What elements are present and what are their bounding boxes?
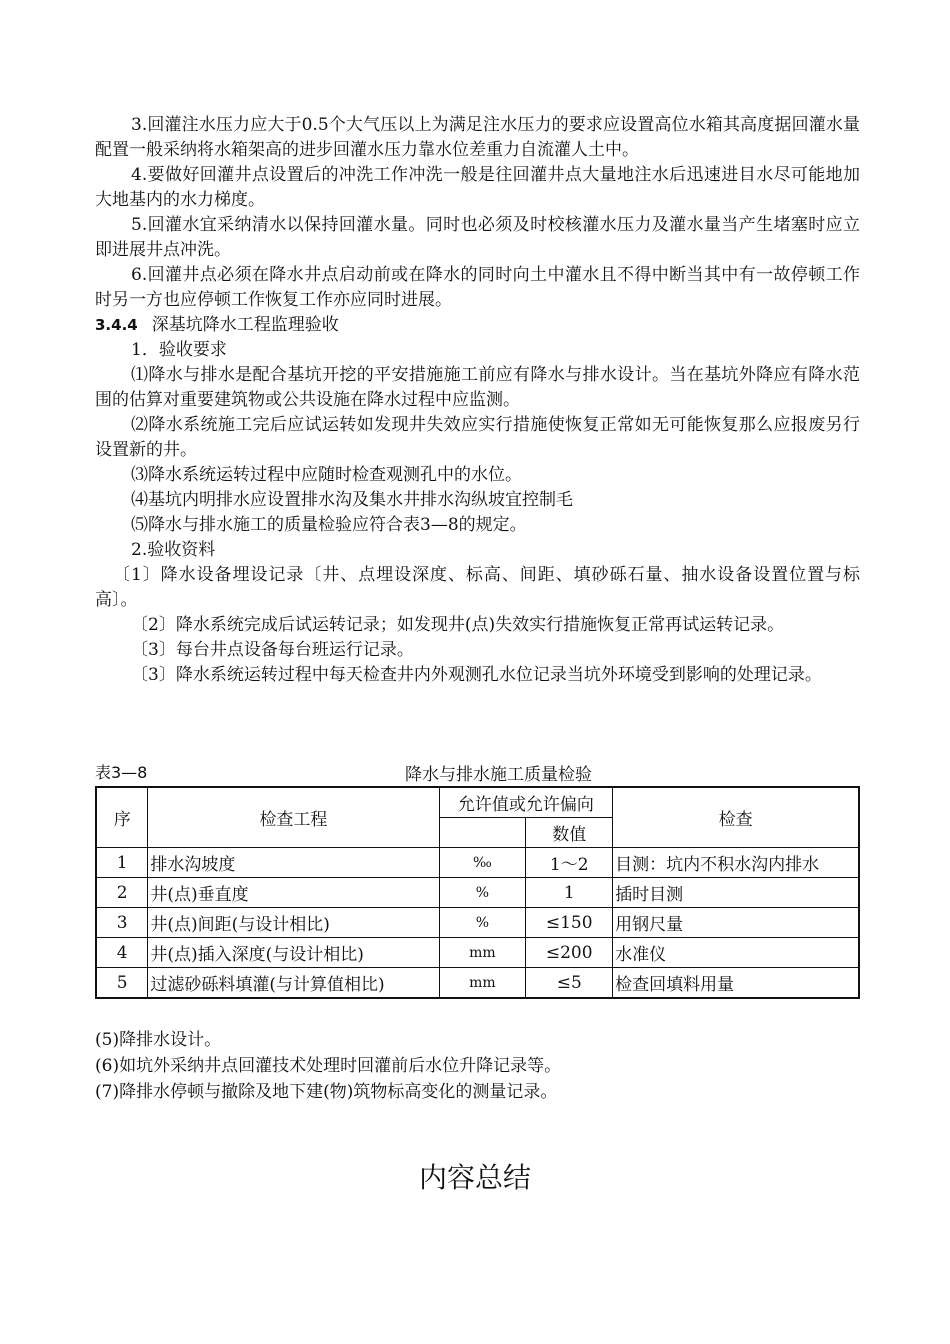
quality-table bbox=[95, 786, 860, 999]
cell-item: 排水沟坡度 bbox=[148, 848, 439, 878]
cell-seq: 2 bbox=[96, 878, 148, 908]
cell-value: 1～2 bbox=[526, 848, 613, 878]
table-row bbox=[96, 908, 859, 938]
table-title: 降水与排水施工质量检验 bbox=[405, 765, 592, 785]
section-title: 深基坑降水工程监理验收 bbox=[151, 315, 339, 335]
subheading: 1．验收要求 bbox=[131, 340, 227, 360]
header-check: 检查 bbox=[613, 787, 859, 848]
cell-value: ≤5 bbox=[526, 968, 613, 999]
cell-check: 水准仪 bbox=[613, 938, 859, 968]
cell-seq: 3 bbox=[96, 908, 148, 938]
header-unit-blank bbox=[439, 818, 526, 848]
paragraph: 5.回灌水宜采纳清水以保持回灌水量。同时也必须及时校核灌水压力及灌水量当产生堵塞时应立即进展井点冲洗。 bbox=[95, 215, 860, 260]
list-item: 〔2〕降水系统完成后试运转记录；如发现井(点)失效实行措施恢复正常再试运转记录。 bbox=[131, 615, 785, 635]
paragraph: 4.要做好回灌井点设置后的冲洗工作冲洗一般是往回灌井点大量地注水后迅速进目水尽可能地加大地基内的水力梯度。 bbox=[95, 165, 860, 210]
header-value: 数值 bbox=[526, 818, 613, 848]
paragraph: 6.回灌井点必须在降水井点启动前或在降水的同时向土中灌水且不得中断当其中有一故停顿工作时另一方也应停顿工作恢复工作亦应同时进展。 bbox=[95, 265, 860, 310]
cell-unit: % bbox=[439, 878, 526, 908]
cell-unit: mm bbox=[439, 968, 526, 999]
notes-list bbox=[95, 1027, 860, 1105]
list-item: 〔1〕降水设备埋设记录〔井、点埋设深度、标高、间距、填砂砾石量、抽水设备设置位置与标高〕。 bbox=[95, 565, 860, 610]
cell-item: 井(点)间距(与设计相比) bbox=[148, 908, 439, 938]
list-item: ⑶降水系统运转过程中应随时检查观测孔中的水位。 bbox=[131, 465, 522, 485]
list-item: 〔3〕降水系统运转过程中每天检查井内外观测孔水位记录当坑外环境受到影响的处理记录。 bbox=[131, 665, 822, 685]
cell-check: 插时目测 bbox=[613, 878, 859, 908]
note-item: (6)如坑外采纳井点回灌技术处理时回灌前后水位升降记录等。 bbox=[95, 1056, 562, 1076]
subheading: 2.验收资料 bbox=[131, 540, 216, 560]
cell-check: 检查回填料用量 bbox=[613, 968, 859, 999]
cell-unit: mm bbox=[439, 938, 526, 968]
cell-check: 用钢尺量 bbox=[613, 908, 859, 938]
cell-check: 目测：坑内不积水沟内排水 bbox=[613, 848, 859, 878]
cell-item: 井(点)垂直度 bbox=[148, 878, 439, 908]
cell-seq: 1 bbox=[96, 848, 148, 878]
list-item: ⑷基坑内明排水应设置排水沟及集水井排水沟纵坡宜控制毛 bbox=[131, 490, 573, 510]
table-row bbox=[96, 848, 859, 878]
table-row bbox=[96, 938, 859, 968]
section-number: 3.4.4 bbox=[95, 316, 138, 334]
section-heading bbox=[95, 313, 860, 338]
header-seq: 序 bbox=[96, 787, 148, 848]
cell-value: ≤150 bbox=[526, 908, 613, 938]
note-item: (5)降排水设计。 bbox=[95, 1030, 222, 1050]
header-item: 检查工程 bbox=[148, 787, 439, 848]
cell-seq: 4 bbox=[96, 938, 148, 968]
table-row bbox=[96, 968, 859, 999]
list-item: ⑵降水系统施工完后应试运转如发现井失效应实行措施使恢复正常如无可能恢复那么应报废另行设置新的井。 bbox=[95, 415, 860, 460]
cell-value: 1 bbox=[526, 878, 613, 908]
table-caption bbox=[95, 760, 860, 784]
table-row bbox=[96, 878, 859, 908]
list-item: 〔3〕每台井点设备每台班运行记录。 bbox=[131, 640, 414, 660]
header-allowance: 允许值或允许偏向 bbox=[439, 787, 613, 818]
table-header-row bbox=[96, 787, 859, 818]
cell-item: 过滤砂砾料填灌(与计算值相比) bbox=[148, 968, 439, 999]
cell-value: ≤200 bbox=[526, 938, 613, 968]
list-item: ⑸降水与排水施工的质量检验应符合表3—8的规定。 bbox=[131, 515, 527, 535]
summary-title: 内容总结 bbox=[418, 1161, 531, 1194]
text-body bbox=[95, 113, 860, 688]
cell-seq: 5 bbox=[96, 968, 148, 999]
cell-unit: % bbox=[439, 908, 526, 938]
table-label: 表3—8 bbox=[95, 763, 148, 782]
note-item: (7)降排水停顿与撤除及地下建(物)筑物标高变化的测量记录。 bbox=[95, 1082, 558, 1102]
list-item: ⑴降水与排水是配合基坑开挖的平安措施施工前应有降水与排水设计。当在基坑外降应有降水范围的估算对重要建筑物或公共设施在降水过程中应监测。 bbox=[95, 365, 860, 410]
cell-item: 井(点)插入深度(与设计相比) bbox=[148, 938, 439, 968]
cell-unit: ‰ bbox=[439, 848, 526, 878]
paragraph: 3.回灌注水压力应大于0.5个大气压以上为满足注水压力的要求应设置高位水箱其高度据回灌水量配置一般采纳将水箱架高的进步回灌水压力靠水位差重力自流灌人土中。 bbox=[95, 115, 860, 160]
